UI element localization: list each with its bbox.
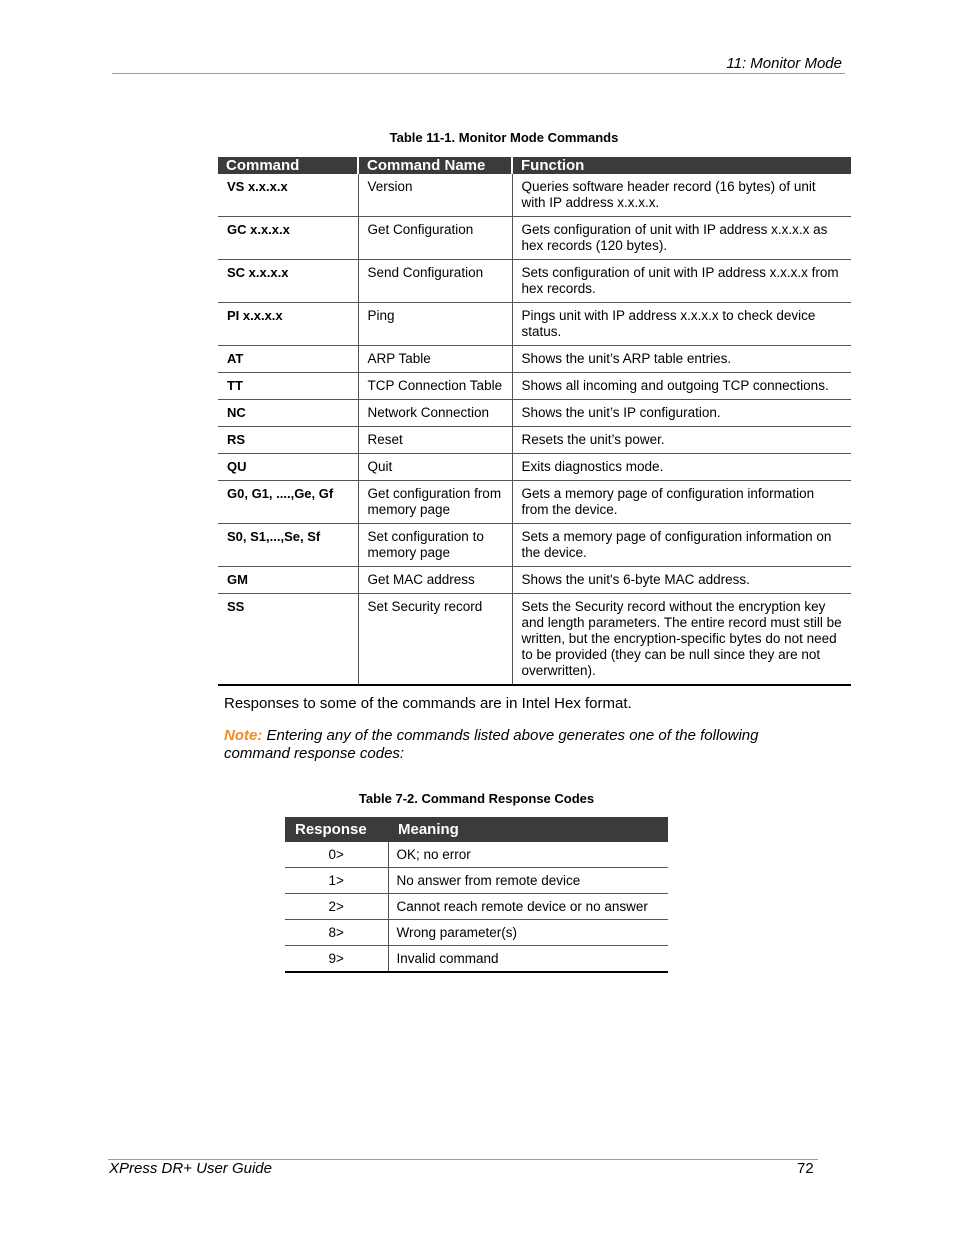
command-name-cell: Get Configuration bbox=[358, 217, 512, 260]
table-row bbox=[218, 346, 851, 373]
function-cell: Shows the unit’s IP configuration. bbox=[512, 400, 851, 427]
meaning-cell: Wrong parameter(s) bbox=[388, 920, 668, 946]
command-response-codes-table bbox=[285, 817, 668, 973]
note-text: Entering any of the commands listed above generates one of the following command response codes: bbox=[224, 727, 759, 762]
function-cell: Shows the unit's 6-byte MAC address. bbox=[512, 567, 851, 594]
response-code-cell: 0> bbox=[285, 842, 388, 868]
table-row bbox=[218, 481, 851, 524]
footer-document-title: XPress DR+ User Guide bbox=[109, 1160, 272, 1177]
command-cell: GC x.x.x.x bbox=[218, 217, 358, 260]
function-cell: Sets a memory page of configuration information on the device. bbox=[512, 524, 851, 567]
command-name-cell: Get configuration from memory page bbox=[358, 481, 512, 524]
table-row bbox=[218, 567, 851, 594]
table2-caption: Table 7-2. Command Response Codes bbox=[358, 791, 595, 806]
command-name-cell: Send Configuration bbox=[358, 260, 512, 303]
column-header-command: Command bbox=[218, 157, 358, 174]
table-row bbox=[218, 454, 851, 481]
command-cell: SC x.x.x.x bbox=[218, 260, 358, 303]
table-row bbox=[218, 594, 851, 686]
command-name-cell: Set configuration to memory page bbox=[358, 524, 512, 567]
response-code-cell: 1> bbox=[285, 868, 388, 894]
column-header-response: Response bbox=[285, 817, 388, 842]
response-code-cell: 8> bbox=[285, 920, 388, 946]
function-cell: Exits diagnostics mode. bbox=[512, 454, 851, 481]
table-row bbox=[218, 174, 851, 217]
command-cell: GM bbox=[218, 567, 358, 594]
table-row bbox=[218, 524, 851, 567]
command-cell: AT bbox=[218, 346, 358, 373]
function-cell: Gets a memory page of configuration information from the device. bbox=[512, 481, 851, 524]
command-cell: PI x.x.x.x bbox=[218, 303, 358, 346]
table-header-row bbox=[218, 157, 851, 174]
command-name-cell: Version bbox=[358, 174, 512, 217]
note-paragraph bbox=[224, 727, 824, 763]
table-row bbox=[285, 842, 668, 868]
intel-hex-paragraph: Responses to some of the commands are in Intel Hex format. bbox=[224, 695, 632, 712]
table-row bbox=[285, 920, 668, 946]
command-name-cell: Set Security record bbox=[358, 594, 512, 686]
table1-caption: Table 11-1. Monitor Mode Commands bbox=[389, 130, 619, 145]
note-label: Note: bbox=[224, 727, 263, 744]
column-header-command-name: Command Name bbox=[358, 157, 512, 174]
command-name-cell: Quit bbox=[358, 454, 512, 481]
command-cell: RS bbox=[218, 427, 358, 454]
meaning-cell: Invalid command bbox=[388, 946, 668, 973]
function-cell: Shows all incoming and outgoing TCP connections. bbox=[512, 373, 851, 400]
column-header-function: Function bbox=[512, 157, 851, 174]
meaning-cell: No answer from remote device bbox=[388, 868, 668, 894]
function-cell: Queries software header record (16 bytes) of unit with IP address x.x.x.x. bbox=[512, 174, 851, 217]
function-cell: Sets configuration of unit with IP address x.x.x.x from hex records. bbox=[512, 260, 851, 303]
table-row bbox=[218, 217, 851, 260]
running-header: 11: Monitor Mode bbox=[726, 55, 842, 72]
table-row bbox=[218, 427, 851, 454]
table-row bbox=[285, 868, 668, 894]
table-row bbox=[218, 260, 851, 303]
function-cell: Resets the unit’s power. bbox=[512, 427, 851, 454]
function-cell: Pings unit with IP address x.x.x.x to check device status. bbox=[512, 303, 851, 346]
meaning-cell: Cannot reach remote device or no answer bbox=[388, 894, 668, 920]
table-header-row bbox=[285, 817, 668, 842]
command-name-cell: Reset bbox=[358, 427, 512, 454]
meaning-cell: OK; no error bbox=[388, 842, 668, 868]
command-cell: SS bbox=[218, 594, 358, 686]
command-cell: QU bbox=[218, 454, 358, 481]
function-cell: Gets configuration of unit with IP address x.x.x.x as hex records (120 bytes). bbox=[512, 217, 851, 260]
page-number: 72 bbox=[797, 1160, 814, 1177]
monitor-mode-commands-table bbox=[218, 157, 851, 686]
function-cell: Sets the Security record without the encryption key and length parameters. The entire record must still be written, but the encryption-specific bytes do not need to be provided (they can be null since they are not overwritten). bbox=[512, 594, 851, 686]
table-row bbox=[285, 894, 668, 920]
response-code-cell: 2> bbox=[285, 894, 388, 920]
command-name-cell: ARP Table bbox=[358, 346, 512, 373]
table-row bbox=[218, 400, 851, 427]
command-name-cell: Network Connection bbox=[358, 400, 512, 427]
command-cell: NC bbox=[218, 400, 358, 427]
command-cell: TT bbox=[218, 373, 358, 400]
command-cell: S0, S1,...,Se, Sf bbox=[218, 524, 358, 567]
table-row bbox=[285, 946, 668, 973]
header-divider bbox=[112, 73, 845, 74]
command-name-cell: Get MAC address bbox=[358, 567, 512, 594]
command-cell: VS x.x.x.x bbox=[218, 174, 358, 217]
command-cell: G0, G1, ....,Ge, Gf bbox=[218, 481, 358, 524]
command-name-cell: TCP Connection Table bbox=[358, 373, 512, 400]
function-cell: Shows the unit’s ARP table entries. bbox=[512, 346, 851, 373]
table-row bbox=[218, 373, 851, 400]
response-code-cell: 9> bbox=[285, 946, 388, 973]
table-row bbox=[218, 303, 851, 346]
command-name-cell: Ping bbox=[358, 303, 512, 346]
column-header-meaning: Meaning bbox=[388, 817, 668, 842]
